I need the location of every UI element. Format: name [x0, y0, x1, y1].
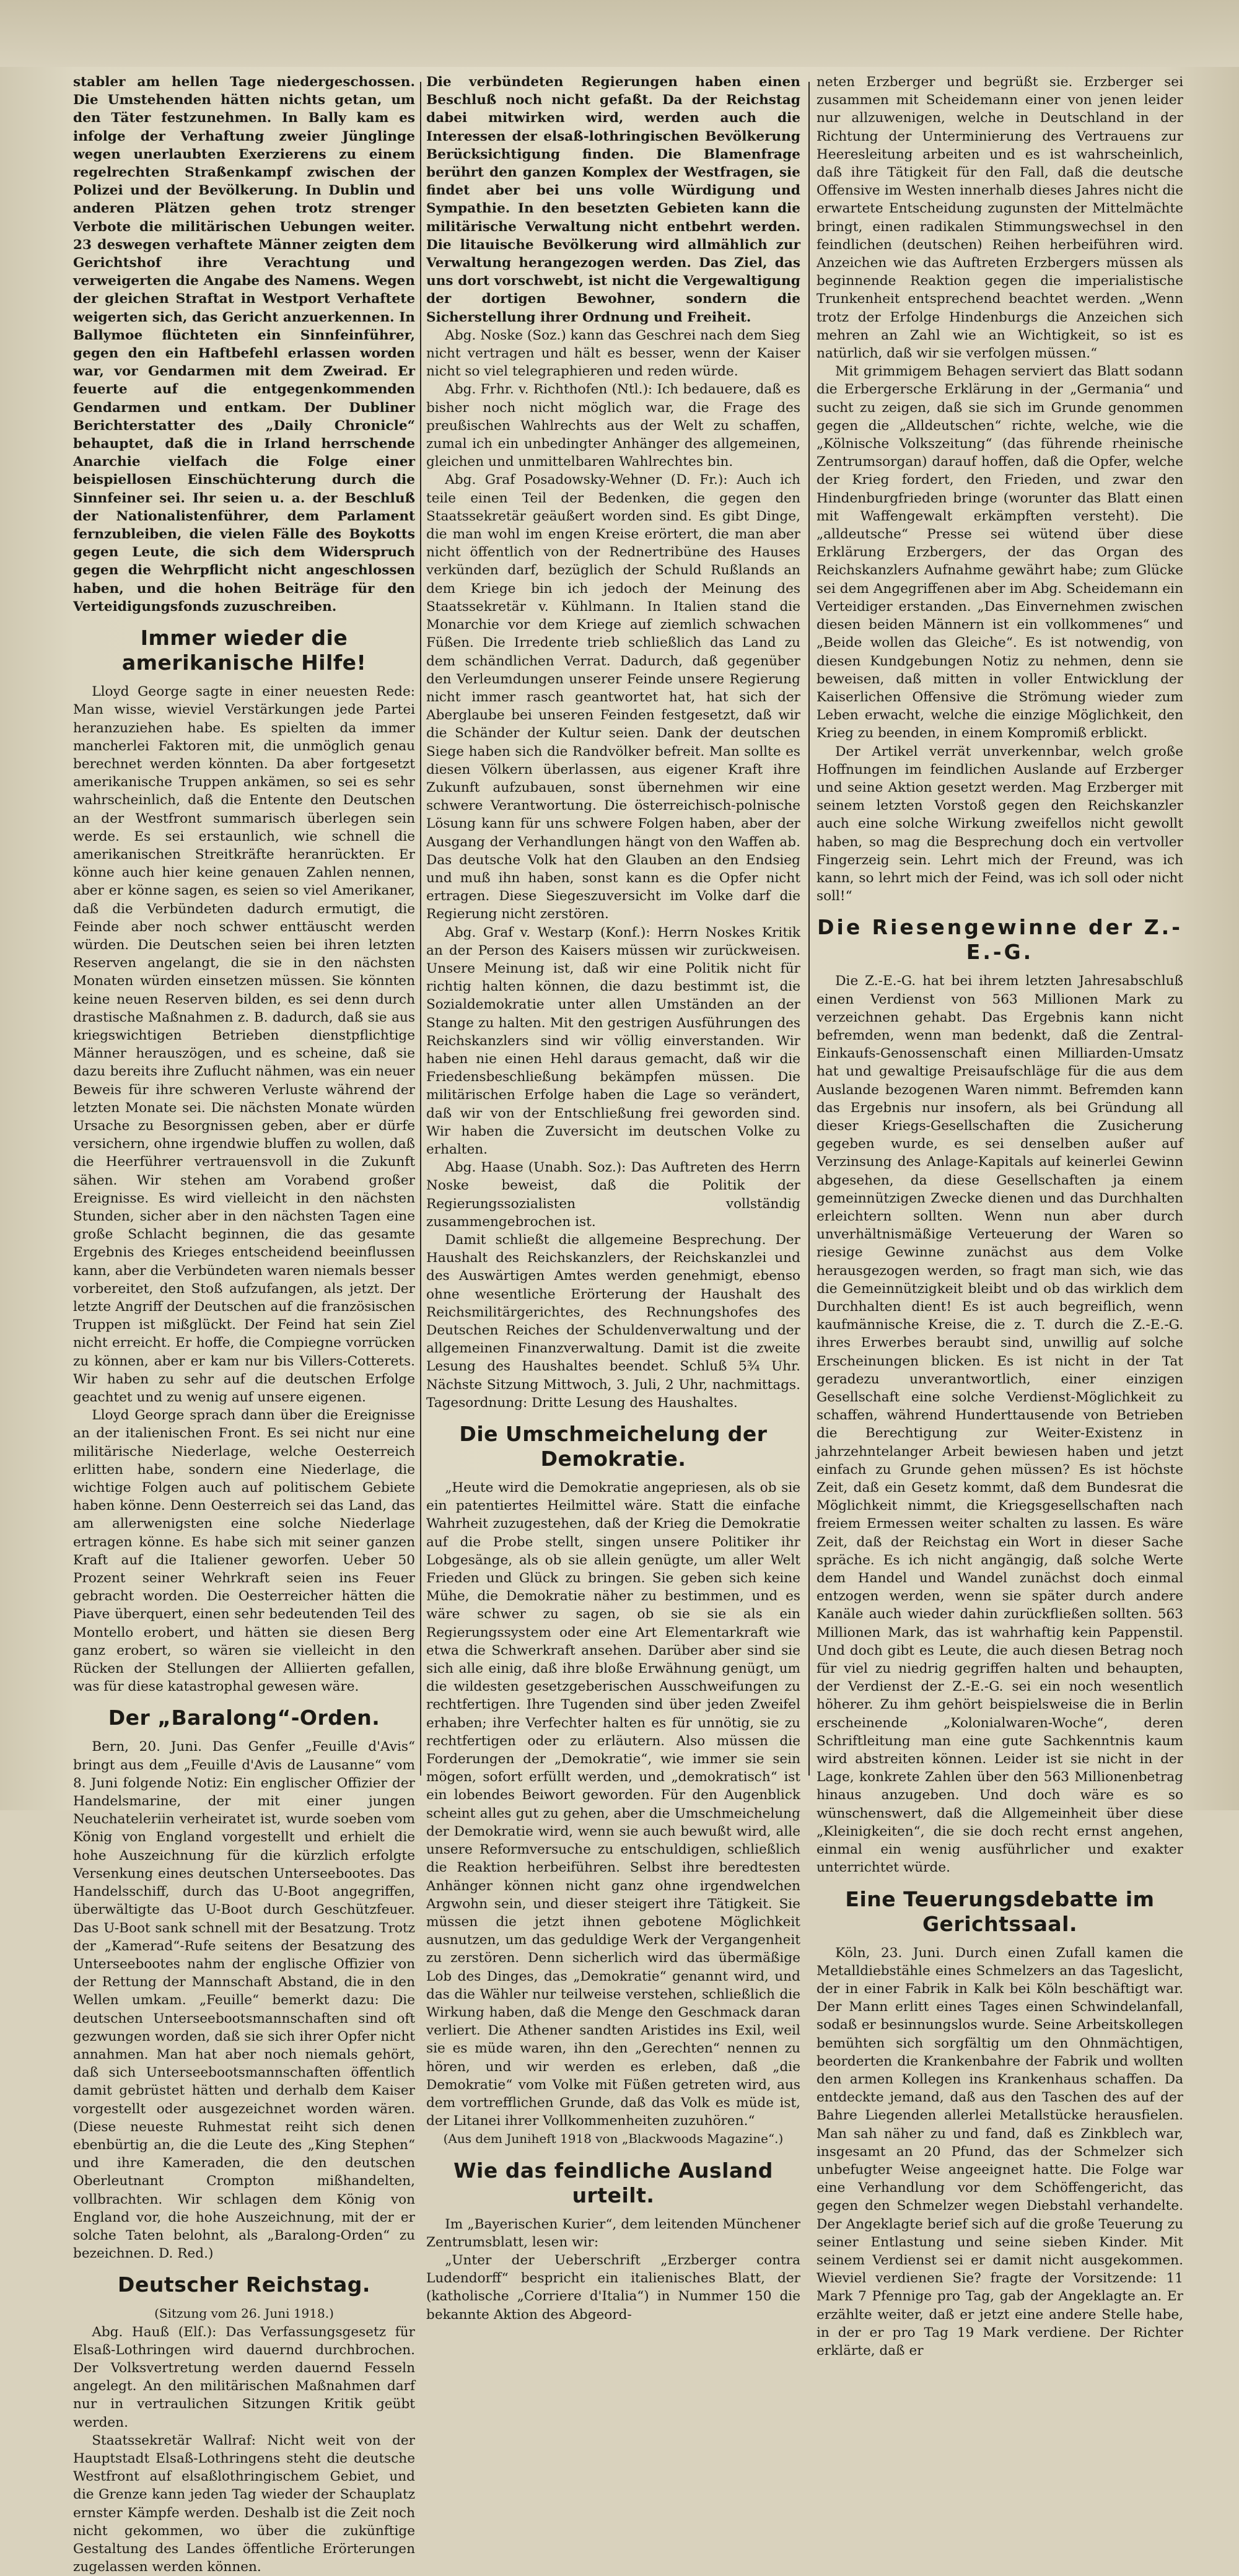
- article-paragraph: Der Artikel verrät unverkennbar, welch große Hoffnungen im feindlichen Auslande auf Erzberger und seine Aktion gesetzt werden. Mag Erzberger mit seinem letzten Vorstoß gegen den Reichskanzler auch eine solche Wirkung zweifellos nicht gewollt haben, so mag die Besprechung doch ein vertvoller Fingerzeig sein. Lehrt mich der Freund, was ich kann, so lehrt mich der Feind, was ich soll oder nicht soll!“: [817, 743, 1183, 905]
- article-paragraph: Lloyd George sagte in einer neuesten Rede: Man wisse, wieviel Verstärkungen jede Partei heranzuziehen habe. Es spielten da immer mancherlei Faktoren mit, die unmöglich genau berechnet werden könnten. Da aber fortgesetzt amerikanische Truppen ankämen, so sei es sehr wahrscheinlich, daß die Entente den Deutschen an der Westfront summarisch überlegen sein werde. Es sei erstaunlich, wie schnell die amerikanischen Streitkräfte heranrückten. Er könne auch hier keine genauen Zahlen nennen, aber er könne sagen, es seien so viel Amerikaner, daß die Verbündeten dadurch ermutigt, die Feinde aber noch schwer enttäuscht werden würden. Die Deutschen seien bei ihren letzten Reserven angelangt, die sie in den nächsten Monaten würden einsetzen müssen. Sie könnten keine neuen Reserven bilden, es sei denn durch drastische Maßnahmen z. B. dadurch, daß sie aus kriegswichtigen Betrieben dienstpflichtige Männer herauszögen, und es scheine, daß sie dazu bereits ihre Zuflucht nähmen, was ein neuer Beweis für ihre schweren Verluste während der letzten Monate sei. Die nächsten Monate würden Ursache zu Besorgnissen geben, aber er dürfe versichern, ohne irgendwie bluffen zu wollen, daß die Heerführer vertrauensvoll in die Zukunft sähen. Wir stehen am Vorabend großer Ereignisse. Es wird vielleicht in den nächsten Stunden, sicher aber in den nächsten Tagen eine große Schlacht beginnen, die das gesamte Ergebnis des Krieges entscheidend beeinflussen kann, aber die Verbündeten waren niemals besser vorbereitet, den Stoß aufzufangen, als jetzt. Der letzte Angriff der Deutschen auf die französischen Truppen ist mißglückt. Der Feind hat sein Ziel nicht erreicht. Er hoffe, die Compiegne vorrücken zu können, aber er kam nur bis Villers-Cotterets. Wir haben zu sehr auf die deutschen Erfolge geachtet und zu wenig auf unsere eigenen.: [73, 684, 415, 1406]
- column-left: [73, 73, 415, 2575]
- article-paragraph: stabler am hellen Tage niedergeschossen. Die Umstehenden hätten nichts getan, um den Täter festzunehmen. In Bally kam es infolge der Verhaftung zweier Jünglinge wegen unerlaubten Exerzierens zu einem regelrechten Straßenkampf zwischen der Polizei und der Bevölkerung. In Dublin und anderen Plätzen gehen trotz strenger Verbote die militärischen Uebungen weiter. 23 deswegen verhaftete Männer zeigten dem Gerichtshof ihre Verachtung und verweigerten die Angabe des Namens. Wegen der gleichen Straftat in Westport Verhaftete weigerten sich, das Gericht anzuerkennen. In Ballymoe flüchteten ein Sinnfeinführer, gegen den ein Haftbefehl erlassen worden war, vor Gendarmen mit dem Zweirad. Er feuerte auf die entgegenkommenden Gendarmen und entkam. Der Dubliner Berichterstatter des „Daily Chronicle“ behauptet, daß die in Irland herrschende Anarchie vielfach die Folge einer beispiellosen Einschüchterung durch die Sinnfeiner sei. Ihr seien u. a. der Beschluß der Nationalistenführer, dem Parlament fernzubleiben, die vielen Fälle des Boykotts gegen Leute, die sich dem Widerspruch gegen die Wehrpflicht nicht angeschlossen haben, und die hohen Beiträge für den Verteidigungsfonds zuzuschreiben.: [73, 74, 415, 615]
- column-right: [817, 73, 1183, 2359]
- article-paragraph: neten Erzberger und begrüßt sie. Erzberger sei zusammen mit Scheidemann einer von jenen leider nur allzuwenigen, welche in Deutschland in der Richtung der Unterminierung des Vertrauens zur Heeresleitung arbeiten und es ist wahrscheinlich, daß ihre Tätigkeit für den Fall, daß die deutsche Offensive im Westen innerhalb dieses Jahres nicht die erwartete Entscheidung zugunsten der Mittelmächte bringt, einen radikalen Stimmungswechsel in den feindlichen (deutschen) Reihen herbeiführen wird. Anzeichen wie das Auftreten Erzbergers müssen als beginnende Reaktion gegen die imperialistische Trunkenheit entsprechend beachtet werden. „Wenn trotz der Erfolge Hindenburgs die Anzeichen sich mehren an Zahl wie an Wichtigkeit, so ist es natürlich, daß wir sie verfolgen müssen.“: [817, 74, 1183, 362]
- article-paragraph: Abg. Noske (Soz.) kann das Geschrei nach dem Sieg nicht vertragen und hält es besser, wenn der Kaiser nicht so viel telegraphieren und reden würde.: [426, 327, 800, 380]
- column-rule: [420, 82, 421, 1776]
- article-meta: (Sitzung vom 26. Juni 1918.): [154, 2306, 334, 2321]
- column-middle: [426, 73, 800, 2323]
- article-headline: Eine Teuerungsdebatte im Gerichtssaal.: [845, 1886, 1155, 1936]
- column-rule: [808, 82, 810, 1776]
- top-margin-band: [0, 0, 1239, 67]
- article-headline: Die Umschmeichelung der Demokratie.: [459, 1422, 768, 1471]
- article-paragraph: Abg. Hauß (Elſ.): Das Verfassungsgesetz für Elsaß-Lothringen wird dauernd durchbrochen. Der Volksvertretung werden dauernd Fesseln angelegt. An den militärischen Maßnahmen darf nur in vertraulichen Sitzungen Kritik geübt werden.: [73, 2324, 415, 2430]
- article-paragraph: Abg. Graf Posadowsky-Wehner (D. Fr.): Auch ich teile einen Teil der Bedenken, die gegen den Staatssekretär geäußert worden sind. Es gibt Dinge, die man wohl im engen Kreise erörtert, die man aber nicht öffentlich von der Rednertribüne des Hauses verkünden darf, bezüglich der Schuld Rußlands an dem Kriege bin ich jedoch der Meinung des Staatssekretär v. Kühlmann. In Italien stand die Monarchie vor dem Kriege auf ziemlich schwachen Füßen. Die Irredente trieb schließlich das Land zu dem schändlichen Verrat. Dadurch, daß gegenüber den Verleumdungen unserer Feinde unsere Regierung nicht immer rasch geantwortet hat, hat sich der Aberglaube bei unseren Feinden festgesetzt, daß wir die Schänder der Kultur seien. Dank der deutschen Siege haben sich die Randvölker befreit. Man sollte es diesen Völkern überlassen, aus eigener Kraft ihre Zukunft aufzubauen, sonst übernehmen wir eine schwere Verantwortung. Die österreichisch-polnische Lösung kann für uns schwere Folgen haben, aber der Ausgang der Verhandlungen hängt von den Waffen ab. Das deutsche Volk hat den Glauben an den Endsieg und muß ihn haben, sonst kann es die Opfer nicht ertragen. Diese Siegeszuversicht im Volke darf die Regierung nicht zerstören.: [426, 472, 800, 922]
- article-paragraph: Im „Bayerischen Kurier“, dem leitenden Münchener Zentrumsblatt, lesen wir:: [426, 2216, 800, 2250]
- article-headline: Wie das feindliche Ausland urteilt.: [453, 2158, 773, 2207]
- article-paragraph: Abg. Haase (Unabh. Soz.): Das Auftreten des Herrn Noske beweist, daß die Politik der Regierungssozialisten vollständig zusammengebrochen ist.: [426, 1160, 800, 1230]
- article-paragraph: Damit schließt die allgemeine Besprechung. Der Haushalt des Reichskanzlers, der Reichskanzlei und des Auswärtigen Amtes werden genehmigt, ebenso ohne wesentliche Erörterung der Haushalt des Reichsmilitärgerichtes, des Rechnungshofes des Deutschen Reiches der Schuldenverwaltung und der allgemeinen Finanzverwaltung. Damit ist die zweite Lesung des Haushaltes beendet. Schluß 5¾ Uhr. Nächste Sitzung Mittwoch, 3. Juli, 2 Uhr, nachmittags. Tagesordnung: Dritte Lesung des Haushaltes.: [426, 1232, 800, 1411]
- article-paragraph: Lloyd George sprach dann über die Ereignisse an der italienischen Front. Es sei nicht nur eine militärische Niederlage, welche Oesterreich erlitten habe, sondern eine Niederlage, die wichtige Folgen auch auf politischem Gebiete haben könne. Denn Oesterreich sei das Land, das am allerwenigsten eine solche Niederlage ertragen könne. Es habe sich mit seiner ganzen Kraft auf die Italiener geworfen. Ueber 50 Prozent seiner Wehrkraft seien ins Feuer gebracht worden. Die Oesterreicher hätten die Piave überquert, einen sehr bedeutenden Teil des Montello erobert, und hätten sie diesen Berg ganz erobert, so wären sie vielleicht in den Rücken der Stellungen der Alliierten gefallen, was für diese katastrophal gewesen wäre.: [73, 1408, 415, 1695]
- article-paragraph: Mit grimmigem Behagen serviert das Blatt sodann die Erbergersche Erklärung in der „Germania“ und sucht zu zeigen, daß sie sich im Grunde genommen gegen die „Alldeutschen“ richte, welche, wie die „Kölnische Volkszeitung“ (das führende rheinische Zentrumsorgan) darauf hoffen, daß die Opfer, welche der Krieg fordert, den Frieden, und zwar den Hindenburgfrieden bringe (worunter das Blatt einen mit Waffengewalt erkämpften versteht). Die „alldeutsche“ Presse sei wütend über diese Erklärung Erzbergers, der das Organ des Reichskanzlers Aufnahme gewährt habe; zum Glücke sei dem Angegriffenen aber im Abg. Scheidemann ein Verteidiger erstanden. „Das Einvernehmen zwischen diesen beiden Männern ist ein vollkommenes“ und „Beide wollen das Gleiche“. Es ist notwendig, von diesen Kundgebungen Notiz zu nehmen, denn sie beweisen, daß mitten in voller Entwicklung der Kaiserlichen Offensive die Strömung wieder zum Leben erwacht, welche die einzige Möglichkeit, den Krieg zu beenden, in einem Kompromiß erblickt.: [817, 364, 1183, 742]
- article-paragraph: Die verbündeten Regierungen haben einen Beschluß noch nicht gefaßt. Da der Reichstag dabei mitwirken wird, werden auch die Interessen der elsaß-lothringischen Bevölkerung Berücksichtigung finden. Die Blamenfrage berührt den ganzen Komplex der Westfragen, sie findet aber bei uns volle Würdigung und Sympathie. In den besetzten Gebieten kann die militärische Verwaltung nicht entbehrt werden. Die litauische Bevölkerung wird allmählich zur Verwaltung herangezogen werden. Das Ziel, das uns dort vorschwebt, ist nicht die Vergewaltigung der dortigen Bewohner, sondern die Sicherstellung ihrer Ordnung und Freiheit.: [426, 74, 800, 325]
- article-paragraph: Abg. Frhr. v. Richthofen (Ntl.): Ich bedauere, daß es bisher noch nicht möglich war, die Frage des preußischen Wahlrechts aus der Welt zu schaffen, zumal ich ein unbedingter Anhänger des allgemeinen, gleichen und unmittelbaren Wahlrechtes bin.: [426, 382, 800, 470]
- article-paragraph: „Heute wird die Demokratie angepriesen, als ob sie ein patentiertes Heilmittel wäre. Statt die einfache Wahrheit zuzugestehen, daß der Krieg die Demokratie auf die Probe stellt, singen unsere Politiker ihr Lobgesänge, als ob sie allein genügte, um aller Welt Frieden und Glück zu bringen. Sie geben sich keine Mühe, die Demokratie näher zu bestimmen, und es wäre schwer zu sagen, ob sie sie als ein Regierungssystem oder eine Art Elementarkraft wie etwa die Schwerkraft ansehen. Darüber aber sind sie sich alle einig, daß ihre bloße Erwähnung genügt, um die wildesten gesetzgeberischen Ausschweifungen zu rechtfertigen. Ihre Tugenden sind über jeden Zweifel erhaben; ihre Verfechter halten es für unnötig, sie zu rechtfertigen oder zu erläutern. Also müssen die Forderungen der „Demokratie“, wie immer sie sein mögen, sofort erfüllt werden, und „demokratisch“ ist ein lobendes Beiwort geworden. Für den Augenblick scheint alles gut zu gehen, aber die Umschmeichelung der Demokratie wird, wenn sie auch bewußt wird, alle unsere Reformversuche zu entschuldigen, schließlich die Reaktion herbeiführen. Selbst ihre beredtesten Anhänger können nicht ganz ohne irgendwelchen Argwohn sein, und dieser steigert ihre Tätigkeit. Sie müssen die jetzt ihnen gebotene Möglichkeit ausnutzen, um das geduldige Werk der Vergangenheit zu zerstören. Denn sicherlich wird das übermäßige Lob des Dinges, das „Demokratie“ genannt wird, und das die Wähler nur teilweise verstehen, schließlich die Wirkung haben, daß die Menge den Geschmack daran verliert. Die Athener sandten Aristides ins Exil, weil sie es müde waren, ihn den „Gerechten“ nennen zu hören, und wir werden es erleben, daß „die Demokratie“ vom Volke mit Füßen getreten wird, aus dem vortrefflichen Grunde, daß das Volk es müde ist, der Litanei ihrer Vollkommenheiten zuzuhören.“: [426, 1480, 800, 2129]
- article-headline: Deutscher Reichstag.: [118, 2272, 370, 2297]
- article-headline: Die Riesengewinne der Z.-E.-G.: [817, 915, 1183, 965]
- article-paragraph: Die Z.-E.-G. hat bei ihrem letzten Jahresabschluß einen Verdienst von 563 Millionen Mark zu verzeichnen gehabt. Das Ergebnis kann nicht befremden, wenn man bedenkt, daß die Zentral-Einkaufs-Genossenschaft einen Milliarden-Umsatz hat und gewaltige Preisaufschläge für die aus dem Auslande bezogenen Waren nimmt. Befremden kann das Ergebnis nur insofern, als bei Gründung all dieser Kriegs-Gesellschaften die Zusicherung gegeben wurde, es sei denselben außer auf Verzinsung des Anlage-Kapitals auf keinerlei Gewinn abgesehen, da diese Gesellschaften ja einem gemeinnützigen Zwecke dienen und das Durchhalten erleichtern sollten. Wenn nun aber durch unverhältnismäßige Verteuerung der Waren so riesige Gewinne zunächst aus dem Volke herausgezogen werden, so fragt man sich, wie das die Gemeinnützigkeit bleibt und ob das wirklich dem Durchhalten dient! Es ist auch begreiflich, wenn kaufmännische Kreise, die z. T. durch die Z.-E.-G. ihres Erwerbes beraubt sind, unwillig auf solche Erscheinungen blicken. Es ist nicht in der Tat geradezu unverantwortlich, einer einzigen Gesellschaft eine solche Verdienst-Möglichkeit zu schaffen, während Hunderttausende von Betrieben die Berechtigung zur Weiter-Existenz in jahrzehntelanger Arbeit bewiesen haben und jetzt einfach zu Grunde gehen müssen? Es ist höchste Zeit, daß ein Gesetz kommt, daß dem Bundesrat die Möglichkeit nimmt, die Kriegsgesellschaften nach freiem Ermessen weiter schalten zu lassen. Es wäre Zeit, daß der Reichstag ein Wort in dieser Sache spräche. Es ich nicht angängig, daß solche Werte dem Handel und Wandel zunächst doch einmal entzogen werden, wenn sie später durch andere Kanäle auch wieder dahin zurückfließen sollten. 563 Millionen Mark, das ist wahrhaftig kein Pappenstil. Und doch gibt es Leute, die auch diesen Betrag noch für viel zu niedrig gegriffen halten und behaupten, der Verdienst der Z.-E.-G. sei ein noch wesentlich höherer. Zu ihm gehört beispielsweise die in Berlin erscheinende „Kolonialwaren-Woche“, deren Schriftleitung man eine gute Sachkenntnis kaum wird abstreiten können. Leider ist sie nicht in der Lage, konkrete Zahlen über den 563 Millionenbetrag hinaus anzugeben. Und doch wäre es so wünschenswert, daß die Allgemeinheit über diese „Kleinigkeiten“, die sie doch recht ernst angehen, einmal ein wenig ausführlicher und exakter unterrichtet würde.: [817, 973, 1183, 1876]
- article-headline: Immer wieder die amerikanische Hilfe!: [121, 626, 367, 675]
- article-paragraph: Abg. Graf v. Westarp (Konf.): Herrn Noskes Kritik an der Person des Kaisers müssen wir zurückweisen. Unsere Meinung ist, daß wir eine Politik nicht für richtig halten können, die dazu bestimmt ist, die Sozialdemokratie unter allen Umständen an der Stange zu halten. Mit den gestrigen Ausführungen des Reichskanzlers sind wir völlig einverstanden. Wir haben nie einen Hehl daraus gemacht, daß wir die Friedensbeschließung bekämpfen müssen. Die militärischen Erfolge haben die Lage so verändert, daß wir von der Entschließung frei geworden sind. Wir haben die Zuversicht im deutschen Volke zu erhalten.: [426, 924, 800, 1157]
- article-paragraph: Bern, 20. Juni. Das Genfer „Feuille d'Avis“ bringt aus dem „Feuille d'Avis de Lausanne“ vom 8. Juni folgende Notiz: Ein englischer Offizier der Handelsmarine, der mit einer jungen Neuchateleriin verheiratet ist, wurde soeben vom König von England vorgestellt und erhielt die hohe Auszeichnung für die kürzlich erfolgte Versenkung eines deutschen Unterseebootes. Das Handelsschiff, durch das U-Boot angegriffen, überwältigte das U-Boot durch Geschützfeuer. Das U-Boot sank schnell mit der Besatzung. Trotz der „Kamerad“-Rufe seitens der Besatzung des Unterseebootes nahm der englische Offizier von der Rettung der Mannschaft Abstand, die in den Wellen umkam. „Feuille“ bemerkt dazu: Die deutschen Unterseebootsmannschaften sind oft gezwungen worden, daß sie sich ihrer Opfer nicht annahmen. Man hat aber noch niemals gehört, daß sich Unterseebootsmannschaften öffentlich damit gebrüstet hätten und derhalb dem Kaiser vorgestellt oder ausgezeichnet worden wären. (Diese neueste Ruhmestat reiht sich denen ebenbürtig an, die die Leute des „King Stephen“ und ihre Kameraden, die den deutschen Oberleutnant Crompton mißhandelten, vollbrachten. Wir schlagen dem König von England vor, die hohe Auszeichnung, mit der er solche Taten belohnt, als „Baralong-Orden“ zu bezeichnen. D. Red.): [73, 1739, 415, 2262]
- article-paragraph: Staatssekretär Wallraf: Nicht weit von der Hauptstadt Elsaß-Lothringens steht die deutsche Westfront auf elsaßlothringischem Gebiet, und die Grenze kann jeden Tag wieder der Schauplatz ernster Kämpfe werden. Deshalb ist die Zeit noch nicht gekommen, wo über die zukünftige Gestaltung des Landes öffentliche Erörterungen zugelassen werden können.: [73, 2432, 415, 2575]
- article-meta: (Aus dem Juniheft 1918 von „Blackwoods Magazine“.): [443, 2131, 784, 2147]
- article-paragraph: „Unter der Ueberschrift „Erzberger contra Ludendorff“ bespricht ein italienisches Blatt, der (katholische „Corriere d'Italia“) in Nummer 150 die bekannte Aktion des Abgeord-: [426, 2252, 800, 2323]
- article-paragraph: Köln, 23. Juni. Durch einen Zufall kamen die Metalldiebstähle eines Schmelzers an das Tageslicht, der in einer Fabrik in Kalk bei Köln beschäftigt war. Der Mann erlitt eines Tages einen Schwindelanfall, sodaß er besinnungslos wurde. Seine Arbeitskollegen bemühten sich sorgfältig um den Ohnmächtigen, beorderten die Krankenbahre der Fabrik und wollten den armen Kollegen ins Krankenhaus schaffen. Da entdeckte jemand, daß aus den Taschen des auf der Bahre Liegenden allerlei Metallstücke herausfielen. Man sah näher zu und fand, daß es Zinkblech war, insgesamt an 20 Pfund, das der Schmelzer sich unbefugter Weise angeeignet hatte. Die Folge war eine Verhandlung vor dem Schöffengericht, das gegen den Schmelzer wegen Diebstahl verhandelte. Der Angeklagte berief sich auf die große Teuerung zu seiner Entlastung und seine sieben Kinder. Mit seinem Verdienst sei er damit nicht ausgekommen. Wieviel verdienen Sie? fragte der Vorsitzende: 11 Mark 7 Pfennige pro Tag, gab der Angeklagte an. Er erzählte weiter, daß er jetzt eine andere Stelle habe, in der er pro Tag 19 Mark verdiene. Der Richter erklärte, daß er: [817, 1945, 1183, 2359]
- article-headline: Der „Baralong“-Orden.: [108, 1706, 380, 1730]
